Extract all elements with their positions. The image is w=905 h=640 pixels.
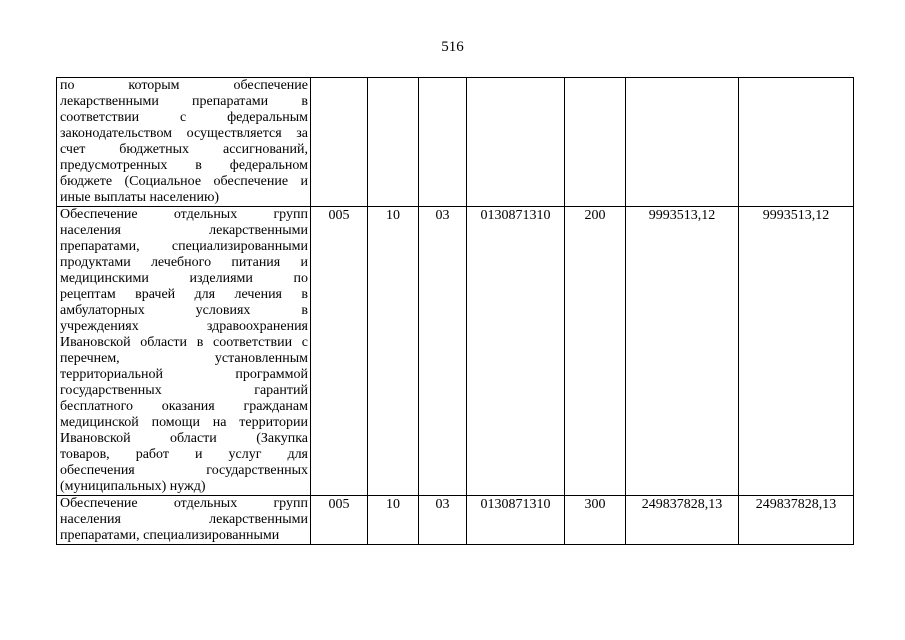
description-line: продуктами лечебного питания и — [60, 255, 308, 270]
description-line: препаратами, специализированными — [60, 239, 308, 254]
description-line: законодательством осуществляется за — [60, 126, 308, 141]
description-line: Обеспечение отдельных групп — [60, 496, 308, 511]
description-line: Обеспечение отдельных групп — [60, 207, 308, 222]
target-article-cell — [467, 78, 565, 207]
amount-cell: 249837828,13 — [626, 496, 739, 545]
table-row — [57, 496, 854, 545]
description-line: соответствии с федеральным — [60, 110, 308, 125]
description-line: медицинской помощи на территории — [60, 415, 308, 430]
table-body — [57, 78, 854, 545]
target-article-cell: 0130871310 — [467, 496, 565, 545]
description-line: лекарственными препаратами в — [60, 94, 308, 109]
description-line: медицинскими изделиями по — [60, 271, 308, 286]
admin-code-cell: 005 — [311, 496, 368, 545]
description-line: амбулаторных условиях в — [60, 303, 308, 318]
description-line: счет бюджетных ассигнований, — [60, 142, 308, 157]
amount-total-cell: 249837828,13 — [739, 496, 854, 545]
description-line: Ивановской области в соответствии с — [60, 335, 308, 350]
page-number: 516 — [441, 39, 464, 55]
section-cell: 10 — [368, 496, 419, 545]
amount-cell: 9993513,12 — [626, 207, 739, 496]
description-line: препаратами, специализированными — [60, 528, 280, 543]
subsection-cell — [419, 78, 467, 207]
budget-table — [56, 77, 854, 545]
description-line: рецептам врачей для лечения в — [60, 287, 308, 302]
description-cell — [57, 207, 311, 496]
target-article-cell: 0130871310 — [467, 207, 565, 496]
description-line: государственных гарантий — [60, 383, 308, 398]
description-line: перечнем, установленным — [60, 351, 308, 366]
expense-type-cell — [565, 78, 626, 207]
admin-code-cell — [311, 78, 368, 207]
subsection-cell: 03 — [419, 496, 467, 545]
description-line: товаров, работ и услуг для — [60, 447, 308, 462]
section-cell — [368, 78, 419, 207]
amount-total-cell — [739, 78, 854, 207]
description-line: населения лекарственными — [60, 223, 308, 238]
table-row — [57, 207, 854, 496]
description-line: (муниципальных) нужд) — [60, 479, 206, 494]
description-line: по которым обеспечение — [60, 78, 308, 93]
table-row — [57, 78, 854, 207]
description-line: Ивановской области (Закупка — [60, 431, 308, 446]
expense-type-cell: 300 — [565, 496, 626, 545]
description-cell — [57, 78, 311, 207]
description-line: иные выплаты населению) — [60, 190, 220, 205]
amount-cell — [626, 78, 739, 207]
description-line: территориальной программой — [60, 367, 308, 382]
subsection-cell: 03 — [419, 207, 467, 496]
description-line: предусмотренных в федеральном — [60, 158, 308, 173]
description-line: бесплатного оказания гражданам — [60, 399, 308, 414]
description-line: бюджете (Социальное обеспечение и — [60, 174, 308, 189]
description-line: населения лекарственными — [60, 512, 308, 527]
amount-total-cell: 9993513,12 — [739, 207, 854, 496]
expense-type-cell: 200 — [565, 207, 626, 496]
section-cell: 10 — [368, 207, 419, 496]
description-line: учреждениях здравоохранения — [60, 319, 308, 334]
description-cell — [57, 496, 311, 545]
description-line: обеспечения государственных — [60, 463, 308, 478]
admin-code-cell: 005 — [311, 207, 368, 496]
